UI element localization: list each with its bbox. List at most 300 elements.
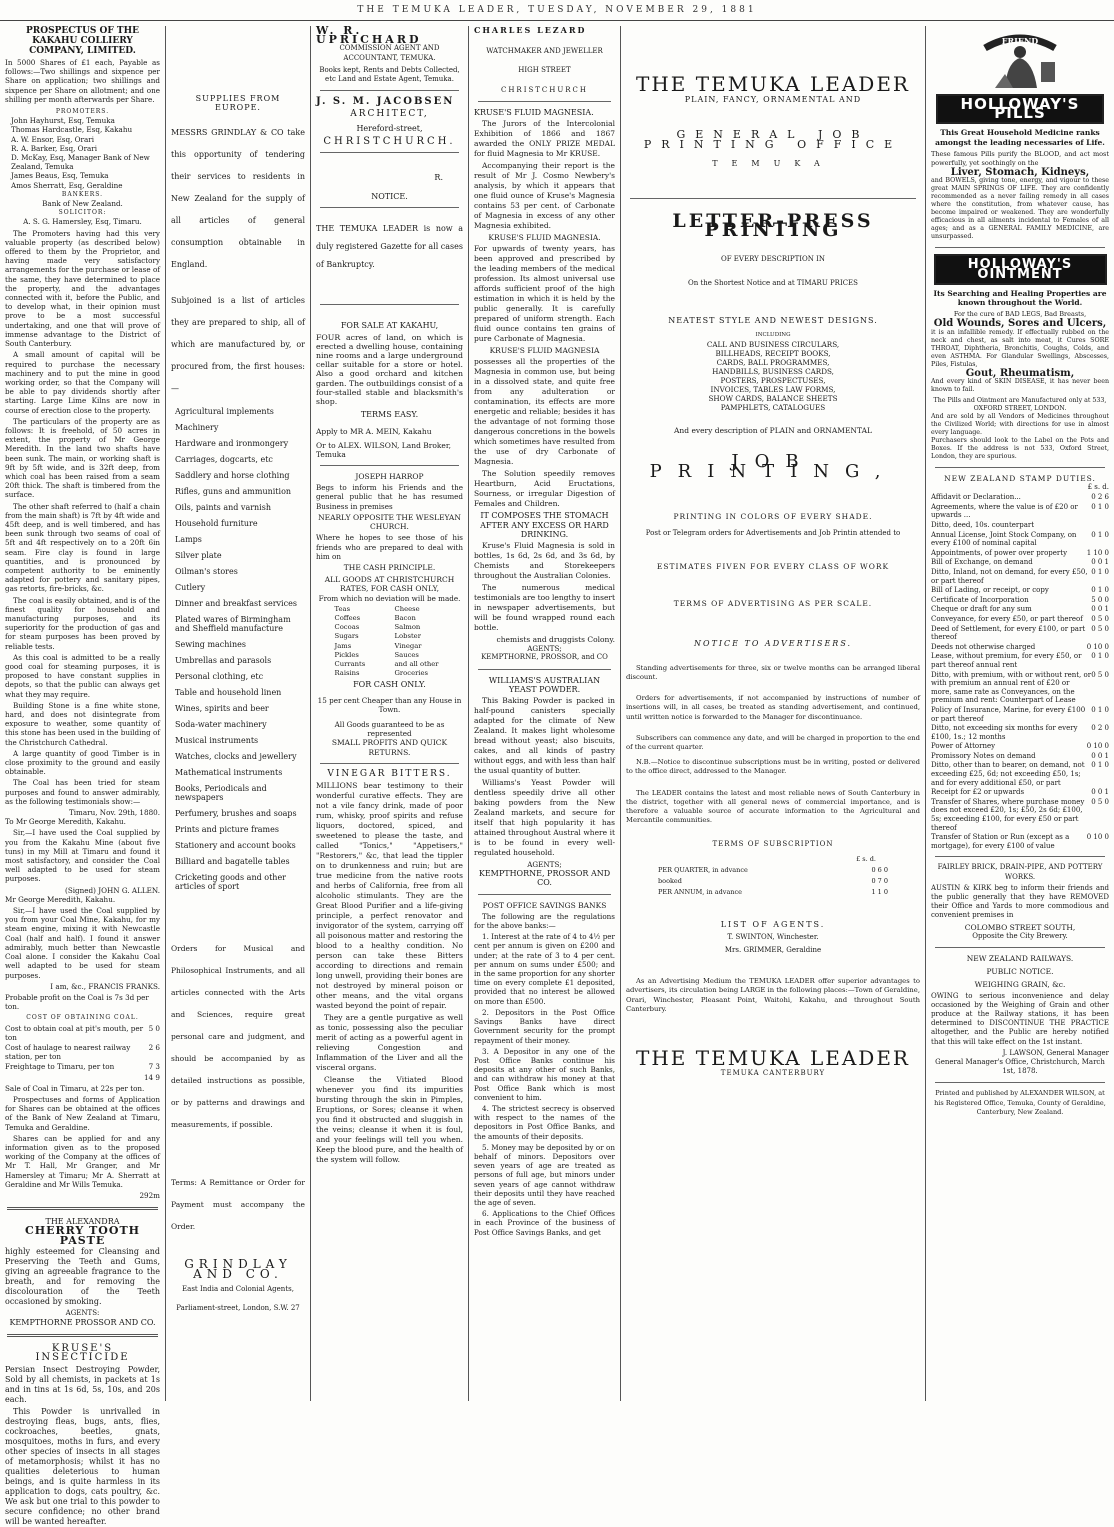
grindlay-intro: MESSRS GRINDLAY & CO take this opportunity of tendering their services to residents in New Zealand for the supply of all articles of general consumption obtainable in England. <box>171 128 305 270</box>
jacobsen-city: CHRISTCHURCH. <box>323 135 456 147</box>
divider <box>7 1334 158 1337</box>
small-profits: SMALL PROFITS AND QUICK RETURNS. <box>331 738 448 757</box>
ointment-cure: For the cure of BAD LEGS, Bad Breasts, <box>953 310 1087 319</box>
plain-ornamental: And every description of PLAIN and ORNAMENTAL <box>674 426 872 436</box>
subscription-heading: TERMS OF SUBSCRIPTION <box>712 839 834 848</box>
cash-only: FOR CASH ONLY. <box>353 680 426 690</box>
kruse-body-3: For upwards of twenty years, has been approved and prescribed by the leading members of the medical profession. Its almost universal use affords sufficient proof of the high estimation in which it is held by the public generally. It is carefully prepared of uniform strength. Each fluid ounce contains ten grains of pure Carbonate of Magnesia. <box>474 244 615 344</box>
grindlay-item: Sewing machines <box>175 640 246 650</box>
duty-row <box>931 643 1109 652</box>
job-printing-office: GENERAL JOB PRINTING OFFICE <box>643 128 903 151</box>
post-rule: 5. Money may be deposited by or on behalf of minors. Depositors over seven years of age are treated as persons of full age, but minors under seven years of age cannot withdraw their deposits until they have reached the age of seven. <box>474 1142 615 1207</box>
agents-list <box>626 933 920 955</box>
notice-heading: NOTICE. <box>371 192 408 202</box>
cost-row-label: Cost to obtain coal at pit's mouth, per ton <box>5 1023 144 1042</box>
duty-row <box>931 531 1109 548</box>
duty-row-value: 0 5 0 <box>1091 797 1109 806</box>
duty-row-label: Affidavit or Declaration... <box>931 493 1021 502</box>
tooth-agents-heading: AGENTS: <box>65 1308 100 1317</box>
lezard-name: CHARLES LEZARD <box>474 25 587 35</box>
grindlay-firm: GRINDLAY AND CO. <box>184 1257 292 1281</box>
no-deviation: From which no deviation will be made. <box>318 593 461 603</box>
cash-principle: THE CASH PRINCIPLE. <box>343 562 436 572</box>
duty-row-label: Ditto, other than to bearer, on demand, not exceeding £25, 6d; not exceeding £50, 1s; and for every additional £50, or part <box>931 761 1085 787</box>
kakahu-title: PROSPECTUS OF THE KAKAHU COLLIERY COMPANY, LIMITED. <box>26 26 139 56</box>
leader-title-bottom: THE TEMUKA LEADER <box>636 1045 910 1070</box>
duty-row-value: 0 1 0 <box>1091 586 1109 595</box>
prospectus-body-5: The coal is easily obtained, and is of the finest quality for household and manufacturing purposes, and its superiority for the production of gas and for steam purposes has been proved by reliable tests. <box>5 595 160 651</box>
pills-body: These famous Pills purify the BLOOD, and act most powerfully, yet soothingly on the <box>931 149 1109 168</box>
prospectus-body-3: The particulars of the property are as follows: It is freehold, of 50 acres in extent, the property of Mr George Meredith. In the land two shafts have been sunk. The main, or working shaft is 9ft by 5ft wide, and is 32ft deep, from which coal has been raised from a seam 20ft thick. The shaft is timbered from the surface. <box>5 416 160 500</box>
apply-wilson: Or to ALEX. WILSON, Land Broker, Temuka <box>316 440 452 459</box>
shares-note: Shares can be applied for and any information given as to the proposed working of the Company at the offices of Mr T. Hall, Mr Granger, and Mr Hamersley at Timaru; Mr A. Sherratt at Geraldine and Mr Wills Temuka. <box>5 1133 160 1189</box>
duty-row-label: Transfer of Shares, where purchase money does not exceed £20, 1s; £50, 2s 6d; £100, 5s; exceeding £100, for every £50 or part thereof <box>931 797 1085 832</box>
duty-row-label: Annual License, Joint Stock Company, on every £100 of nominal capital <box>931 530 1077 548</box>
grindlay-item: Hardware and ironmongery <box>175 439 289 449</box>
cost-row-label: Freightage to Timaru, per ton <box>5 1062 115 1072</box>
lezard-city: CHRISTCHURCH <box>500 85 589 94</box>
duty-row-label: Deed of Settlement, for every £100, or part thereof <box>931 624 1086 642</box>
subscription-row-value: 0 6 0 <box>871 865 888 874</box>
agent: Mrs. GRIMMER, Geraldine <box>724 945 822 954</box>
print-item: SHOW CARDS, BALANCE SHEETS <box>708 394 838 404</box>
duty-row <box>931 798 1109 832</box>
friend-banner: FRIEND <box>1001 36 1039 46</box>
duty-row-value: 0 5 0 <box>1091 614 1109 623</box>
all-goods: ALL GOODS AT CHRISTCHURCH RATES, FOR CASH ONLY, <box>324 575 455 594</box>
duty-row <box>931 568 1109 585</box>
post-office-rules <box>474 932 615 1237</box>
divider <box>630 198 916 199</box>
duty-row-value: 0 5 0 <box>1091 624 1109 633</box>
ointment-tagline: Its Searching and Healing Properties are known throughout the World. <box>933 288 1107 308</box>
column-2 <box>165 26 310 1401</box>
orders-ads: Orders for advertisements, if not accompanied by instructions of number of insertions will, in all cases, be treated as standing advertisement, and continued, until written notice is forwarded to the Manager for discontinuance. <box>626 694 920 721</box>
yeast-body-2: Williams's Yeast Powder will dentless speedily drive all other baking powders from the New Zealand markets, and secure for itself that high popularity it has attained throughout Austral where it is to be found in every well-regulated household. <box>474 778 615 858</box>
duty-row <box>931 625 1109 642</box>
holloways-ointment-banner: HOLLOWAY'S OINTMENT <box>934 254 1107 284</box>
grocery-list <box>335 605 445 679</box>
advertising-terms: TERMS OF ADVERTISING AS PER SCALE. <box>673 599 873 609</box>
grocery-item: Raisins <box>334 669 360 678</box>
colors-shade: PRINTING IN COLORS OF EVERY SHADE. <box>673 511 873 521</box>
seated-figure-icon <box>965 28 1075 90</box>
cost-row-value: 14 9 <box>143 1072 160 1082</box>
column-1 <box>0 26 165 1526</box>
duty-row-label: Ditto, deed, 10s. counterpart <box>931 521 1035 530</box>
brick-heading: FAIRLEY BRICK, DRAIN-PIPE, AND POTTERY WORKS. <box>937 863 1103 881</box>
grindlay-item: Oils, paints and varnish <box>175 503 271 513</box>
letter-2-to: Mr George Meredith, Kakahu. <box>5 894 116 904</box>
supplies-heading: SUPPLIES FROM EUROPE. <box>195 94 281 113</box>
kruse-heading: KRUSE'S FLUID MAGNESIA. <box>474 107 594 117</box>
grocery-item: Bacon <box>394 613 416 622</box>
neatest-style: NEATEST STYLE AND NEWEST DESIGNS. <box>668 315 878 325</box>
duty-row-value: 0 10 0 <box>1086 833 1109 842</box>
promoter: James Beaus, Esq, Temuka <box>11 171 109 181</box>
liver-heading: Liver, Stomach, Kidneys, <box>950 167 1090 179</box>
estimates: ESTIMATES FIVEN FOR EVERY CLASS OF WORK <box>656 562 890 572</box>
grindlay-item: Musical instruments <box>175 736 259 746</box>
grocery-item: Jams <box>334 641 352 650</box>
grindlay-items <box>171 407 305 891</box>
prospectus-body-2: A small amount of capital will be required to purchase the necessary machinery and to put the mine in good working order, so that the Company will be able to pay dividends shortly after starting. Large Lime Kilns are now in course of erection close to the property. <box>5 350 160 415</box>
leader-description: The LEADER contains the latest and most reliable news of South Canterbury in the district, together with all general news of commercial importance, and is therefore a valuable source of accurate information to the Agricultural and Mercantile communities. <box>626 788 920 825</box>
pills-tagline: This Great Household Medicine ranks amongst the leading necessaries of Life. <box>935 128 1105 147</box>
letter-1-body: Sir,—I have used the Coal supplied by you from the Kakahu Mine (about five tuns) in my Mill at Timaru and found it most satisfactory, and consider the Coal well adapted to be used for steam purposes. <box>5 828 160 884</box>
grocery-item: Sugars <box>334 632 359 641</box>
duty-row-value: 0 1 0 <box>1091 502 1109 511</box>
letter-2-close: I am, &c., FRANCIS FRANKS. <box>50 981 160 991</box>
kruse-body: The Jurors of the Intercolonial Exhibition of 1866 and 1867 awarded the ONLY PRIZE MEDAL for fluid Magnesia to Mr KRUSE. <box>474 119 615 159</box>
divider <box>320 207 459 208</box>
grindlay-item: Umbrellas and parasols <box>175 656 272 666</box>
kruse-body-5: The Solution speedily removes Heartburn, Acid Eructations, Sourness, or irregular Digestion of Females and Children. <box>474 469 615 509</box>
pills-body-2: and BOWELS, giving tone, energy, and vigour to these great MAIN SPRINGS OF LIFE. They are confidently recommended as a never failing remedy in all cases where the constitution, from whatever cause, has become impaired or weakened. They are wonderfully efficacious in all ailments incidental to Females of all ages; and as a GENERAL FAMILY MEDICINE, are unsurpassed. <box>931 177 1109 241</box>
post-rule: 2. Depositors in the Post Office Savings Banks have direct Government security for the prompt repayment of their money. <box>474 1007 615 1045</box>
every-description: OF EVERY DESCRIPTION IN <box>720 255 826 264</box>
grindlay-address: Parliament-street, London, S.W. 27 <box>176 1304 300 1313</box>
duty-row-value: 5 0 0 <box>1091 595 1109 604</box>
duty-row <box>931 706 1109 723</box>
tooth-paste-body: highly esteemed for Cleansing and Preserving the Teeth and Gums, giving an agreeable fragrance to the breath, and for removing the discolouration of the Teeth occasioned by smoking. <box>5 1246 160 1306</box>
kruse-body-8: chemists and druggists Colony. <box>496 635 615 645</box>
standing-ads: Standing advertisements for three, six or twelve months can be arranged liberal discount. <box>626 663 920 682</box>
duty-row-label: Promissory Notes on demand <box>931 751 1036 760</box>
cost-table <box>5 1024 160 1082</box>
duty-row-value: 0 0 1 <box>1091 605 1109 614</box>
duty-row-value: 0 0 1 <box>1091 751 1109 760</box>
vinegar-heading: VINEGAR BITTERS. <box>327 768 452 779</box>
grindlay-item: Soda-water machinery <box>175 720 267 730</box>
post-rule: 1. Interest at the rate of 4 to 4½ per cent per annum is given on £200 and under; at the rate of 3 to 4 per cent. per annum on sums under £500; and in the same proportion for any shorter time on every complete £1 deposited, provided that no interest be allowed on more than £500. <box>474 932 615 1006</box>
duty-row-label: Ditto, Inland, not on demand, for every £50, or part thereof <box>931 568 1088 585</box>
subscription-columns: £ s. d. <box>856 854 876 863</box>
grindlay-item: Books, Periodicals and newspapers <box>175 784 267 803</box>
grindlay-item: Cutlery <box>175 583 206 593</box>
duty-row-label: Cheque or draft for any sum <box>931 605 1032 614</box>
grocery-item: Sauces <box>394 650 419 659</box>
print-items-list <box>626 340 920 412</box>
duty-row-label: Deeds not otherwise charged <box>931 642 1036 651</box>
wounds-heading: Old Wounds, Sores and Ulcers, <box>933 318 1107 330</box>
bankers: Bank of New Zealand. <box>42 199 123 209</box>
grindlay-item: Watches, clocks and jewellery <box>175 752 297 762</box>
notice-initial: R. <box>434 173 443 183</box>
yeast-agents: KEMPTHORNE, PROSSOR AND CO. <box>478 869 611 888</box>
column-3 <box>310 26 468 1401</box>
subscription-row-value: 1 1 0 <box>871 888 888 897</box>
duty-row-label: Ditto, with premium, with or without rent, or with premium an annual rent of £20 or more, same rate as Conveyances, on the premium and rent: Counterpart of Lease <box>931 670 1092 705</box>
weighing-grain: WEIGHING GRAIN, &c. <box>974 980 1066 990</box>
solicitor-heading: SOLICITOR: <box>58 209 107 217</box>
harrop-name: JOSEPH HARROP <box>355 472 424 482</box>
duty-row <box>931 605 1109 614</box>
print-item: INVOICES, TABLES LAW FORMS, <box>710 385 836 395</box>
duty-row-label: Appointments, of power over property <box>931 548 1068 557</box>
agent: T. SWINTON, Winchester. <box>727 932 819 941</box>
duty-row <box>931 724 1109 741</box>
letter-1-date: Timaru, Nov. 29th, 1880. <box>68 808 160 818</box>
duty-row-value: 0 10 0 <box>1086 642 1109 651</box>
grocery-item: Coffees <box>334 613 361 622</box>
promoters-heading: PROMOTERS. <box>55 108 110 116</box>
jacobsen-role: ARCHITECT, <box>350 109 429 120</box>
duty-row <box>931 503 1109 520</box>
duty-row-label: Policy of Insurance, Marine, for every £100 or part thereof <box>931 705 1086 723</box>
tooth-paste-title: CHERRY TOOTH PASTE <box>24 1224 141 1247</box>
grindlay-orders: Orders for Musical and Philosophical Instruments, and all articles connected with the Arts and Sciences, require great personal care and judgment, and should be accompanied by as detailed instructions as possible, or by patterns and drawings and measurements, if possible. <box>171 944 305 1130</box>
promoter: Thomas Hardcastle, Esq, Kakahu <box>11 125 133 135</box>
page-masthead: THE TEMUKA LEADER, TUESDAY, NOVEMBER 29, 1881 <box>0 0 1114 21</box>
prospectus-body-9: The Coal has been tried for steam purposes and found to answer admirably, as the following testimonials show:— <box>5 778 160 806</box>
duty-row-label: Receipt for £2 or upwards <box>931 788 1025 797</box>
notice-advertisers: NOTICE TO ADVERTISERS. <box>693 638 853 648</box>
letter-2-body: Sir,—I have used the Coal supplied by you from your Coal Mine, Kakahu, for my steam engine, mixing it with Newcastle Coal (half and half). I found it answer admirably, much better than Newcastle Coal alone. I consider the Kakahu Coal well adapted to be used for steam purposes. <box>5 906 160 980</box>
uprichard-name: W. R. UPRICHARD <box>316 24 422 47</box>
divider <box>320 763 459 764</box>
duty-row-value: 0 1 0 <box>1091 568 1109 576</box>
grocery-item: Currants <box>334 659 366 668</box>
divider <box>320 304 459 305</box>
cost-row <box>5 1024 160 1042</box>
railways-heading: NEW ZEALAND RAILWAYS. <box>966 954 1074 964</box>
promoter: D. McKay, Esq, Manager Bank of New Zealand, Temuka <box>11 153 150 172</box>
print-item: POSTERS, PROSPECTUSES, <box>720 376 826 386</box>
insecticide-title: KRUSE'S INSECTICIDE <box>35 1343 130 1364</box>
stamp-duties-heading: NEW ZEALAND STAMP DUTIES. <box>944 473 1096 483</box>
subscription-row <box>658 877 888 886</box>
duty-row-label: Certificate of Incorporation <box>931 595 1029 604</box>
job-printing-heading: JOB PRINTING, <box>649 451 897 482</box>
divider <box>935 947 1105 948</box>
subscription-row-label: PER QUARTER, in advance <box>658 865 748 874</box>
lezard-addr: HIGH STREET <box>518 66 571 75</box>
post-rule: 4. The strictest secrecy is observed with respect to the names of the depositors in Post Office Banks, and the amounts of their deposits. <box>474 1103 615 1141</box>
ointment-body: it is an infallible remedy. If effectually rubbed on the neck and chest, as salt into meat, it Cures SORE THROAT, Diphtheria, Bronchitis, Coughs, Colds, and even ASTHMA. For Glandular Swellings, Abscesses, Piles, Fistulas, <box>931 328 1109 368</box>
ointment-purchasers: Purchasers should look to the Label on the Pots and Boxes. If the address is not 533, Oxford Street, London, they are spurious. <box>931 436 1109 460</box>
cost-row-value: 7 3 <box>148 1062 160 1072</box>
cost-row <box>5 1073 160 1082</box>
brick-opposite: Opposite the City Brewery. <box>972 931 1068 940</box>
prospectus-body-4: The other shaft referred to (half a chain from the main shaft) is 7ft by 4ft wide and 45ft deep, and is well timbered, and has been sunk through two seams of coal of 5ft and 4ft respectively on to a 20ft 6in seam. Fire clay is found in large quantities, and is pronounced by competent authority to be eminently adapted for pottery and sanitary pipes, gas retorts, fire-bricks, &c. <box>5 501 160 594</box>
duty-row <box>931 671 1109 705</box>
gazette-notice: THE TEMUKA LEADER is now a duly registered Gazette for all cases of Bankruptcy. <box>316 224 463 270</box>
insecticide-body-1: Persian Insect Destroying Powder, Sold by all chemists, in packets at 1s and in tins at 1s 6d, 5s, 10s, and 20s each. <box>5 1364 160 1404</box>
ointment-vendors: And are sold by all Vendors of Medicines throughout the Civilized World; with directions for use in almost every language. <box>931 412 1109 436</box>
duty-row-label: Conveyance, for every £50, or part thereof <box>931 614 1083 623</box>
printed-by: Printed and published by ALEXANDER WILSON, at his Registered Office, Temuka, County of Geraldine, Canterbury, New Zealand. <box>934 1089 1106 1116</box>
subscription-row <box>658 866 888 875</box>
gout-heading: Gout, Rheumatism, <box>965 367 1075 379</box>
grocery-item: Groceries <box>394 669 429 678</box>
duty-row <box>931 586 1109 595</box>
cost-row <box>5 1062 160 1071</box>
shortest-notice: On the Shortest Notice and at TIMARU PRICES <box>688 278 858 287</box>
post-office-intro: The following are the regulations for the above banks:— <box>474 911 615 931</box>
grocery-item: Cocoas <box>334 623 360 632</box>
divider <box>935 467 1105 468</box>
duty-row <box>931 833 1109 850</box>
kruse-agents: KEMPTHORNE, PROSSOR, and CO <box>481 653 608 662</box>
railways-sign: J. LAWSON, General Manager <box>1002 1048 1109 1057</box>
divider <box>478 669 611 670</box>
jacobsen-addr: Hereford-street, <box>356 123 423 133</box>
grindlay-item: Saddlery and horse clothing <box>175 471 290 481</box>
prospectus-body-6: As this coal is admitted to be a really good coal for steaming purposes, it is proposed to have constant supplies in depots, so that the public can always get what they may require. <box>5 652 160 699</box>
duty-row <box>931 742 1109 751</box>
grindlay-item: Perfumery, brushes and soaps <box>175 809 297 819</box>
duty-row-value: 1 10 0 <box>1086 548 1109 557</box>
prospectus-body-7: Building Stone is a fine white stone, hard, and does not disintegrate from exposure to weather, some quantity of this stone has been used in the building of the Christchurch Cathedral. <box>5 700 160 747</box>
divider <box>478 101 611 102</box>
tooth-agents: KEMPTHORNE PROSSOR AND CO. <box>9 1317 156 1327</box>
agents-heading: LIST OF AGENTS. <box>720 919 826 929</box>
promoter: R. A. Barker, Esq, Orari <box>11 143 98 153</box>
bankers-heading: BANKERS. <box>61 190 104 198</box>
duty-row <box>931 652 1109 669</box>
grocery-item: Pickles <box>334 650 359 659</box>
kruse-body-6: Kruse's Fluid Magnesia is sold in bottles, 1s 6d, 2s 6d, and 3s 6d, by Chemists and Storekeepers throughout the Australian Colonies. <box>474 541 615 581</box>
kruse-heading-3: KRUSE'S FLUID MAGNESIA <box>489 346 600 356</box>
subscription-row-label: PER ANNUM, in advance <box>658 888 743 897</box>
divider <box>320 152 459 153</box>
duty-row-label: Agreements, where the value is of £20 or upwards ... <box>931 502 1078 520</box>
vinegar-body-3: Cleanse the Vitiated Blood whenever you find its impurities bursting through the skin in Pimples, Eruptions, or Sores; cleanse it when you find it obstructed and sluggish in the veins; cleanse it when it is foul, and your feelings will tell you when. Keep the blood pure, and the health of the system will follow. <box>316 1074 463 1164</box>
prospectus-body-8: A large quantity of good Timber is in close proximity to the ground and easily obtainable. <box>5 748 160 777</box>
grocery-item: Salmon <box>394 623 421 632</box>
grindlay-terms: Terms: A Remittance or Order for Payment must accompany the Order. <box>171 1178 305 1232</box>
column-4 <box>468 26 620 1401</box>
grindlay-item: Cricketing goods and other articles of sport <box>175 873 287 892</box>
post-telegram: Post or Telegram orders for Advertisements and Job Printin attended to <box>645 529 901 538</box>
grocery-item: Cheese <box>394 604 420 613</box>
nb-notice: N.B.—Notice to discontinue subscriptions must be in writing, posted or delivered to the office direct, addressed to the Manager. <box>626 758 920 776</box>
probable-profit: Probable profit on the Coal is 7s 3d per ton. <box>5 992 149 1012</box>
stamp-duties-table <box>931 493 1109 850</box>
yeast-body: This Baking Powder is packed in half-pound canisters specially adapted for the climate of New Zealand. It makes light wholesome bread without yeast; also biscuits, cakes, and all kinds of pastry without eggs, and with less than half the usual quantity of butter. <box>474 696 615 776</box>
guaranteed: All Goods guaranteed to be as represented <box>334 719 445 739</box>
holloways-pills-banner: HOLLOWAY'S PILLS <box>936 94 1104 124</box>
divider <box>935 856 1105 857</box>
promoters-list <box>5 116 160 190</box>
kruse-caps: IT COMPOSES THE STOMACH AFTER ANY EXCESS OR HARD DRINKING. <box>480 511 609 539</box>
duty-row <box>931 558 1109 567</box>
friend-emblem <box>965 28 1075 90</box>
yeast-heading: WILLIAMS'S AUSTRALIAN YEAST POWDER. <box>488 675 601 694</box>
ointment-body-2: And every kind of SKIN DISEASE, it has never been known to fail. <box>931 377 1109 393</box>
grocery-item: Vinegar <box>394 641 422 650</box>
leader-subtitle: PLAIN, FANCY, ORNAMENTAL AND <box>684 95 862 105</box>
column-6 <box>925 26 1114 1401</box>
duty-row <box>931 752 1109 761</box>
duty-row <box>931 521 1109 530</box>
divider <box>935 247 1105 248</box>
duty-row <box>931 761 1109 787</box>
print-item: PAMPHLETS, CATALOGUES <box>720 403 826 413</box>
duty-row-value: 0 2 6 <box>1091 493 1109 502</box>
prospectus-body-1: The Promoters having had this very valuable property (as described below) offered to them by the Proprietor, and having made very satisfactory arrangements for the purchase or lease of the same, they have determined to place the property, and the advantages connected with it, before the Public, and to develop what, in their opinion must prove to be a most successful undertaking, and one that will prove of immense advantage to the District of South Canterbury. <box>5 228 160 349</box>
duty-row-label: Lease, without premium, for every £50, or part thereof annual rent <box>931 652 1082 669</box>
sale-heading: FOR SALE AT KAKAHU, <box>340 321 439 331</box>
leader-bottom-sub: TEMUKA CANTERBURY <box>720 1069 826 1078</box>
harrop-location: NEARLY OPPOSITE THE WESLEYAN CHURCH. <box>318 512 461 532</box>
divider <box>320 90 459 91</box>
grindlay-item: Lamps <box>175 535 202 545</box>
duty-row-value: 0 0 1 <box>1091 558 1109 567</box>
harrop-body: Begs to inform his Friends and the general public that he has resumed Business in premises <box>316 483 463 511</box>
kruse-heading-2: KRUSE'S FLUID MAGNESIA. <box>488 233 601 243</box>
cost-row-label: Cost of haulage to nearest railway station, per ton <box>5 1042 131 1062</box>
post-rule: 3. A Depositor in any one of the Post Office Banks continue his deposits at any other of such Banks, and can withdraw his money at that Post Office Bank which is most convenient to him. <box>474 1046 615 1102</box>
kruse-body-4: possesses all the properties of the Magnesia in common use, but being in a dissolved state, and quite free from any adulteration or contamination, its effects are more energetic and reliable; besides it has the advantage of not forming those dangerous concretions in the bowels which sometimes have resulted from the use of dry Carbonate of Magnesia. <box>474 357 615 467</box>
promoter: Amos Sherratt, Esq, Geraldine <box>11 180 123 190</box>
stamp-duties-columns: £ s. d. <box>1087 483 1109 492</box>
public-notice: PUBLIC NOTICE. <box>986 967 1054 977</box>
print-item: BILLHEADS, RECEIPT BOOKS, <box>715 349 831 359</box>
grocery-item: and all other <box>394 659 439 668</box>
duty-row <box>931 788 1109 797</box>
grocery-item: Teas <box>334 604 351 613</box>
divider <box>320 465 459 466</box>
grindlay-item: Mathematical instruments <box>175 768 283 778</box>
brick-body: AUSTIN & KIRK beg to inform their friends and the public generally that they have REMOVED their Office and Yards to more commodious and convenient premises in <box>931 883 1109 920</box>
subscribers: Subscribers can commence any date, and will be charged in proportion to the end of the current quarter. <box>626 733 920 752</box>
jacobsen-name: J. S. M. JACOBSEN <box>316 96 455 108</box>
print-item: CARDS, BALL PROGRAMMES, <box>716 358 830 368</box>
post-rule: 6. Applications to the Chief Offices in each Province of the business of Post Office Savings Banks, and get <box>474 1209 615 1237</box>
divider <box>478 894 611 895</box>
cheaper: 15 per cent Cheaper than any House in Town. <box>317 695 462 714</box>
solicitor: A. S. G. Hamersley, Esq, Timaru. <box>23 217 142 227</box>
grindlay-item: Billiard and bagatelle tables <box>175 857 290 867</box>
promoter: John Hayhurst, Esq, Temuka <box>11 116 115 126</box>
including: INCLUDING <box>755 332 791 339</box>
cost-row-value: 2 6 <box>148 1042 160 1052</box>
duty-row-label: Bill of Exchange, on demand <box>931 558 1033 567</box>
railways-office: General Manager's Office, Christchurch, March 1st, 1878. <box>935 1058 1105 1076</box>
grindlay-item: Plated wares of Birmingham and Sheffield manufacture <box>175 615 291 634</box>
divider <box>7 1207 158 1210</box>
grocery-item: Lobster <box>394 632 421 641</box>
advertising-medium: As an Advertising Medium the TEMUKA LEADER offer superior advantages to advertisers, its circulation being LARGE in the following places:—Town of Geraldine, Orari, Winchester, Pleasant Point, Waitohi, Kakahu, and throughout South Canterbury. <box>626 977 920 1013</box>
duty-row-value: 0 2 0 <box>1091 724 1109 733</box>
ad-ref: 292m <box>139 1190 160 1200</box>
vinegar-body: MILLIONS bear testimony to their wonderful curative effects. They are not a vile fancy drink, made of poor rum, whisky, proof spirits and refuse liquors, doctored, spiced, and sweetened to please the taste, and called "Tonics," "Appetisers," "Restorers," &c, that lead the tippler on to drunkenness and ruin; but are true medicine from the native roots and herbs of California, free from all alcoholic stimulants. They are the Great Blood Purifier and a life-giving principle, a perfect renovator and invigorator of the system, carrying off all poisonous matter and restoring the blood to a healthy condition. No person can take these Bitters according to directions and remain long unwell, providing their bones are not destroyed by mineral poison or other means, and the vital organs wasted beyond the point of repair. <box>316 780 463 1010</box>
duty-row-value: 0 1 0 <box>1091 652 1109 661</box>
print-item: HANDBILLS, BUSINESS CARDS, <box>712 367 834 377</box>
subscription-row <box>658 888 888 897</box>
kakahu-shares: In 5000 Shares of £1 each, Payable as follows:—Two shillings and sixpence per Share on application; two shillings and sixpence per Share on allotment; and one shilling per month afterwards per Share. <box>5 58 160 104</box>
duty-row-value: 0 1 0 <box>1091 761 1109 770</box>
leader-title: THE TEMUKA LEADER <box>636 72 910 96</box>
duty-row-label: Power of Attorney <box>931 742 996 751</box>
grindlay-item: Oilman's stores <box>175 567 238 577</box>
grindlay-item: Carriages, dogcarts, etc <box>175 455 273 465</box>
grindlay-item: Agricultural implements <box>175 407 274 417</box>
grindlay-item: Rifles, guns and ammunition <box>175 487 292 497</box>
grindlay-item: Wines, spirits and beer <box>175 704 269 714</box>
insecticide-body-2: This Powder is unrivalled in destroying fleas, bugs, ants, flies, cockroaches, beetles, gnats, mosquitoes, moths in furs, and every other species of insects in all stages of metamorphosis; whilst it has no qualities deleterious to human beings, and is quite harmless in its application to dogs, cats poultry, &c. We ask but one trial to this powder to secure confidence; no other brand will be wanted hereafter. <box>5 1406 160 1526</box>
harrop-body-2: Where he hopes to see those of his friends who are prepared to deal with him on <box>316 533 463 561</box>
uprichard-body: Books kept, Rents and Debts Collected, etc Land and Estate Agent, Temuka. <box>319 65 460 84</box>
duty-row <box>931 615 1109 624</box>
railways-body: OWING to serious inconvenience and delay occasioned by the Weighing of Grain and other produce at the Railway stations, it has been determined to DISCONTINUE THE PRACTICE altogether, and the Public are hereby notified that this will take effect on the 1st instant. <box>931 991 1109 1046</box>
cost-row-value: 5 0 <box>148 1023 160 1033</box>
cost-heading: COST OF OBTAINING COAL. <box>26 1014 139 1022</box>
grindlay-item: Machinery <box>175 423 219 433</box>
grindlay-desc: East India and Colonial Agents, <box>182 1284 294 1293</box>
